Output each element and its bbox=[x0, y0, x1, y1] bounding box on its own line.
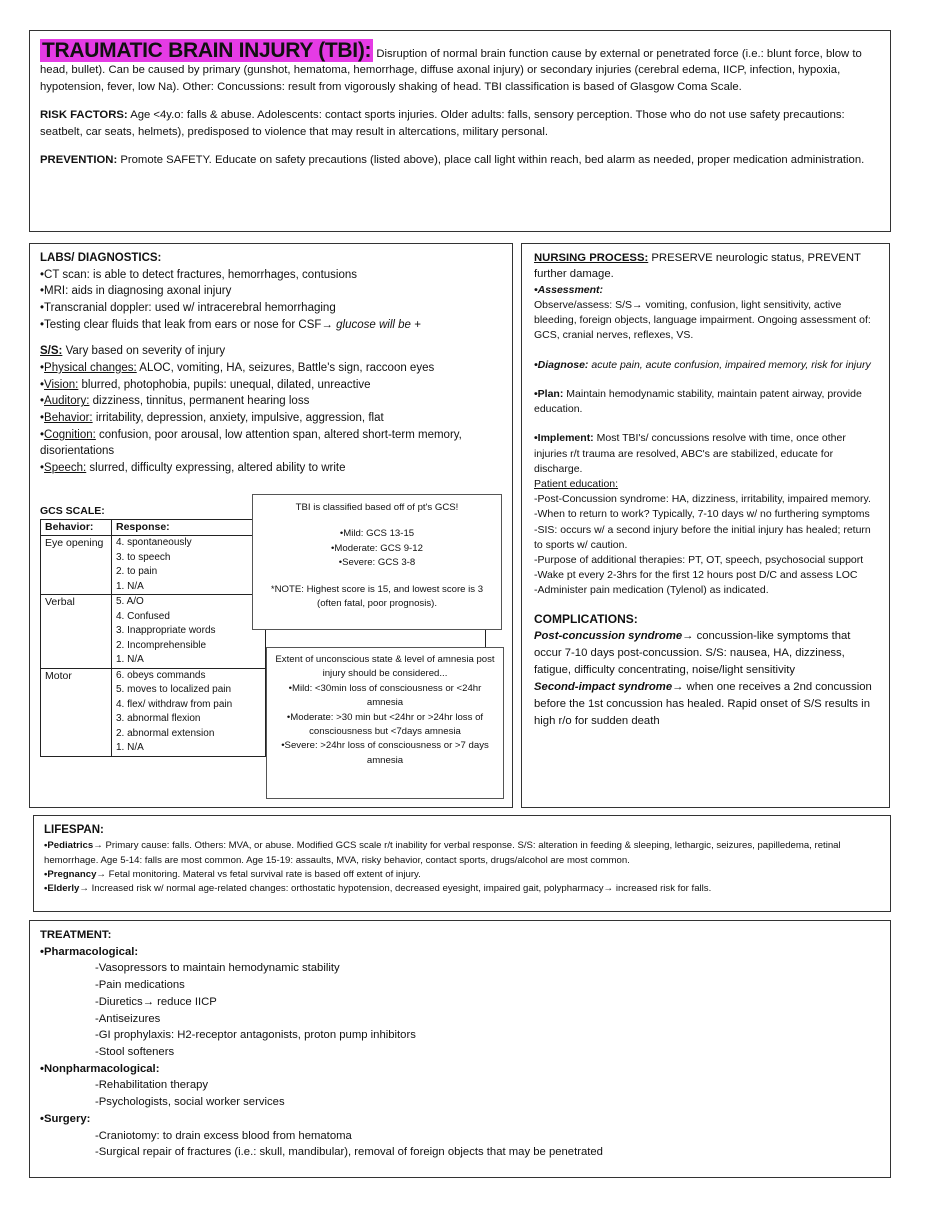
connector-line bbox=[485, 630, 486, 647]
gcs-behavior: Eye opening bbox=[41, 536, 112, 595]
risk-factors-text: Age <4y.o: falls & abuse. Adolescents: contact sports injuries. Older adults: falls, sensory perception. Those who do not use safety precautions: seatbelt, car seats, helmets), predisposed to violence that may result in altercations, military personal. bbox=[40, 109, 845, 138]
prevention bbox=[40, 152, 880, 168]
ss-item-text: irritability, depression, anxiety, impulsive, aggression, flat bbox=[92, 412, 384, 425]
callout-note: *NOTE: Highest score is 15, and lowest score is 3 (often fatal, poor prognosis). bbox=[270, 583, 484, 609]
sis-text: when one receives a 2nd concussion before the 1st concussion has healed. Rapid onset of S/S results in high r/o for sudden death bbox=[534, 680, 872, 727]
pcs-label: Post-concussion syndrome→ bbox=[534, 630, 694, 643]
callout-line: •Moderate: GCS 9-12 bbox=[331, 542, 423, 554]
gcs-table bbox=[40, 519, 266, 757]
ss-label: S/S: bbox=[40, 345, 63, 358]
nonpharm-item: -Psychologists, social worker services bbox=[95, 1096, 285, 1109]
assessment-label: •Assessment: bbox=[534, 283, 604, 296]
ss-item bbox=[40, 393, 502, 410]
gcs-col-response: Response: bbox=[112, 520, 266, 536]
education-item: -When to return to work? Typically, 7-10 days w/ no furthering symptoms bbox=[534, 508, 870, 521]
callout-line: •Severe: >24hr loss of consciousness or >7 days amnesia bbox=[281, 740, 489, 766]
ss-item-text: ALOC, vomiting, HA, seizures, Battle's sign, raccoon eyes bbox=[136, 362, 435, 375]
assessment-text: Observe/assess: S/S→ vomiting, confusion, light sensitivity, active bleeding, foreign objects, language impairment. Ongoing assessment of: GCS, cranial nerves, reflexes, VS. bbox=[534, 298, 871, 342]
gcs-col-behavior: Behavior: bbox=[41, 520, 112, 536]
lifespan-item bbox=[44, 839, 880, 868]
gcs-response: 2. abnormal extension bbox=[116, 727, 215, 739]
gcs-response: 2. Incomprehensible bbox=[116, 639, 207, 651]
lifespan-item-label: •Pregnancy→ bbox=[44, 869, 107, 881]
table-row bbox=[41, 536, 266, 595]
lifespan-item-text: Fetal monitoring. Materal vs fetal survival rate is based off extent of injury. bbox=[106, 869, 421, 881]
complications-heading: COMPLICATIONS: bbox=[534, 611, 638, 626]
ss-item bbox=[40, 410, 502, 427]
surgery-item: -Surgical repair of fractures (i.e.: skull, mandibular), removal of foreign objects that may be penetrated bbox=[95, 1146, 603, 1159]
nursing-heading: NURSING PROCESS: bbox=[534, 252, 649, 264]
prevention-label: PREVENTION: bbox=[40, 153, 118, 166]
implement-text: Most TBI's/ concussions resolve with time, once other injuries r/t trauma are resolved, ABC's are stabilized, educate for discharge. bbox=[534, 432, 846, 475]
pharm-item: -Pain medications bbox=[95, 979, 185, 992]
nonpharm-item: -Rehabilitation therapy bbox=[95, 1079, 209, 1092]
pharm-item: -Stool softeners bbox=[95, 1046, 175, 1059]
ss-item-label: Auditory: bbox=[44, 395, 90, 408]
gcs-response: 1. N/A bbox=[116, 654, 144, 666]
gcs-responses bbox=[112, 595, 266, 669]
tbi-definition-paragraph bbox=[40, 39, 880, 95]
callout-intro: TBI is classified based off of pt's GCS! bbox=[295, 502, 459, 513]
labs-item: •MRI: aids in diagnosing axonal injury bbox=[40, 285, 232, 298]
gcs-response: 4. flex/ withdraw from pain bbox=[116, 698, 233, 710]
diagnose-text: acute pain, acute confusion, impaired memory, risk for injury bbox=[588, 358, 871, 371]
gcs-response: 6. obeys commands bbox=[116, 669, 206, 681]
lifespan-item-label: •Pediatrics→ bbox=[44, 840, 103, 852]
nursing-heading-text: PRESERVE neurologic status, PREVENT further damage. bbox=[534, 252, 861, 281]
pharm-label: •Pharmacological: bbox=[40, 945, 139, 958]
gcs-behavior: Verbal bbox=[41, 595, 112, 669]
lifespan-item bbox=[44, 868, 880, 882]
sis-line bbox=[534, 679, 877, 730]
education-item: -Administer pain medication (Tylenol) as indicated. bbox=[534, 584, 769, 597]
ss-item-text: dizziness, tinnitus, permanent hearing loss bbox=[89, 395, 310, 408]
ss-item-text: blurred, photophobia, pupils: unequal, dilated, unreactive bbox=[78, 378, 371, 391]
pharm-item: -GI prophylaxis: H2-receptor antagonists, proton pump inhibitors bbox=[95, 1029, 416, 1042]
lifespan-item-text: Primary cause: falls. Others: MVA, or abuse. Modified GCS scale r/t inability for verbal response. S/S: alteration in feeding & sleeping, lethargic, seizures, papilledema, retinal hemorrhage. Age 5-14: falls are most common. Age 15-19: assaults, MVA, risky behavior, contact sports, drugs/alcohol are most common. bbox=[44, 840, 841, 866]
gcs-header-row bbox=[41, 520, 266, 536]
nursing-heading-line bbox=[534, 250, 877, 283]
treatment-box bbox=[29, 920, 891, 1178]
pharm-item: -Antiseizures bbox=[95, 1012, 161, 1025]
lifespan-item-text: Increased risk w/ normal age-related changes: orthostatic hypotension, decreased eyesight, impaired gait, polypharmacy→ increased risk for falls. bbox=[88, 883, 712, 895]
lifespan-heading: LIFESPAN: bbox=[44, 824, 104, 836]
pcs-text: concussion-like symptoms that occur 7-10 days post-concussion. S/S: nausea, HA, dizziness, fatigue, difficulty concentrating, noise/light sensitivity bbox=[534, 630, 851, 676]
tbi-overview-box bbox=[29, 30, 891, 232]
gcs-response: 5. A/O bbox=[116, 596, 144, 608]
nonpharm-label: •Nonpharmacological: bbox=[40, 1062, 160, 1075]
education-item: -Purpose of additional therapies: PT, OT, speech, psychosocial support bbox=[534, 554, 864, 567]
gcs-response: 4. Confused bbox=[116, 610, 170, 622]
callout-line: •Mild: GCS 13-15 bbox=[339, 528, 415, 540]
callout-line: •Mild: <30min loss of consciousness or <24hr amnesia bbox=[288, 682, 482, 709]
plan-line bbox=[534, 387, 877, 417]
gcs-response: 1. N/A bbox=[116, 742, 144, 754]
sis-label: Second-impact syndrome→ bbox=[534, 680, 684, 693]
bullet: • bbox=[40, 395, 45, 408]
nursing-process-box bbox=[521, 243, 890, 808]
amnesia-callout bbox=[266, 647, 504, 799]
labs-item: •CT scan: is able to detect fractures, hemorrhages, contusions bbox=[40, 268, 358, 281]
pharm-item: -Diuretics→ reduce IICP bbox=[95, 995, 217, 1008]
csf-result: glucose will be + bbox=[336, 318, 421, 331]
ss-item-label: Cognition: bbox=[44, 428, 96, 441]
treatment-heading: TREATMENT: bbox=[40, 929, 112, 941]
pcs-line bbox=[534, 628, 877, 679]
gcs-response: 3. Inappropriate words bbox=[116, 625, 216, 637]
gcs-scale-label: GCS SCALE: bbox=[40, 505, 105, 517]
education-item: -Wake pt every 2-3hrs for the first 12 hours post D/C and assess LOC bbox=[534, 569, 858, 582]
implement-line bbox=[534, 431, 877, 477]
table-row bbox=[41, 595, 266, 669]
callout-line: •Severe: GCS 3-8 bbox=[338, 557, 416, 569]
gcs-behavior: Motor bbox=[41, 668, 112, 756]
ss-item-label: Physical changes: bbox=[44, 362, 137, 375]
ss-item-text: confusion, poor arousal, low attention span, altered short-term memory, disorientations bbox=[40, 428, 462, 458]
ss-item bbox=[40, 360, 502, 377]
gcs-classification-callout bbox=[252, 494, 502, 630]
bullet: • bbox=[40, 462, 45, 475]
bullet: • bbox=[40, 412, 45, 425]
gcs-response: 3. to speech bbox=[116, 551, 171, 563]
labs-item: •Transcranial doppler: used w/ intracerebral hemorrhaging bbox=[40, 302, 336, 315]
page-title: TRAUMATIC BRAIN INJURY (TBI): bbox=[42, 39, 372, 62]
pharm-item: -Vasopressors to maintain hemodynamic stability bbox=[95, 962, 340, 975]
education-item: -Post-Concussion syndrome: HA, dizziness, irritability, impaired memory. bbox=[534, 493, 871, 506]
ss-item bbox=[40, 460, 502, 477]
labs-heading: LABS/ DIAGNOSTICS: bbox=[40, 252, 162, 264]
ss-item-label: Vision: bbox=[44, 378, 79, 391]
gcs-responses bbox=[112, 668, 266, 756]
gcs-response: 3. abnormal flexion bbox=[116, 713, 201, 725]
table-row bbox=[41, 668, 266, 756]
ss-intro-text: Vary based on severity of injury bbox=[62, 345, 226, 358]
education-item: -SIS: occurs w/ a second injury before the initial injury has healed; return to sports w/ caution. bbox=[534, 523, 871, 551]
implement-label: •Implement: bbox=[534, 432, 594, 445]
bullet: • bbox=[40, 362, 45, 375]
plan-text: Maintain hemodynamic stability, maintain patent airway, provide education. bbox=[534, 387, 862, 416]
ss-item-label: Speech: bbox=[44, 462, 87, 475]
callout-intro: Extent of unconscious state & level of amnesia post injury should be considered... bbox=[275, 654, 495, 680]
education-label: Patient education: bbox=[534, 477, 619, 490]
csf-text: •Testing clear fluids that leak from ears or nose for CSF→ bbox=[40, 318, 337, 331]
bullet: • bbox=[40, 378, 45, 391]
callout-line: •Moderate: >30 min but <24hr or >24hr loss of consciousness but <7days amnesia bbox=[286, 711, 484, 737]
gcs-responses bbox=[112, 536, 266, 595]
lifespan-item bbox=[44, 882, 880, 896]
ss-item-label: Behavior: bbox=[44, 412, 93, 425]
lifespan-box bbox=[33, 815, 891, 912]
risk-factors-label: RISK FACTORS: bbox=[40, 109, 128, 122]
gcs-response: 1. N/A bbox=[116, 580, 144, 592]
labs-item-csf bbox=[40, 317, 502, 334]
prevention-text: Promote SAFETY. Educate on safety precautions (listed above), place call light within reach, bed alarm as needed, proper medication administration. bbox=[120, 153, 865, 166]
ss-item bbox=[40, 377, 502, 394]
diagnose-label: •Diagnose: bbox=[534, 358, 589, 371]
bullet: • bbox=[40, 428, 45, 441]
plan-label: •Plan: bbox=[534, 387, 564, 400]
surgery-label: •Surgery: bbox=[40, 1112, 91, 1125]
tbi-definition: Disruption of normal brain function cause by external or penetrated force (i.e.: blunt force, blow to head, bullet). Can be caused by primary (gunshot, hematoma, hemorrhage, diffuse axonal injury) or secondary injuries (cerebral edema, IICP, infection, hypoxia, hypotension, fever, low Na). Other: Concussions: result from vigorously shaking of head. TBI classification is based of Glasgow Coma Scale. bbox=[40, 48, 862, 93]
gcs-response: 2. to pain bbox=[116, 566, 158, 578]
gcs-response: 4. spontaneously bbox=[116, 537, 192, 549]
risk-factors bbox=[40, 107, 880, 140]
ss-item bbox=[40, 427, 502, 460]
ss-intro bbox=[40, 343, 502, 360]
gcs-response: 5. moves to localized pain bbox=[116, 684, 232, 696]
lifespan-item-label: •Elderly→ bbox=[44, 883, 89, 895]
surgery-item: -Craniotomy: to drain excess blood from hematoma bbox=[95, 1129, 352, 1142]
ss-item-text: slurred, difficulty expressing, altered ability to write bbox=[86, 462, 346, 475]
diagnose-line bbox=[534, 358, 877, 373]
